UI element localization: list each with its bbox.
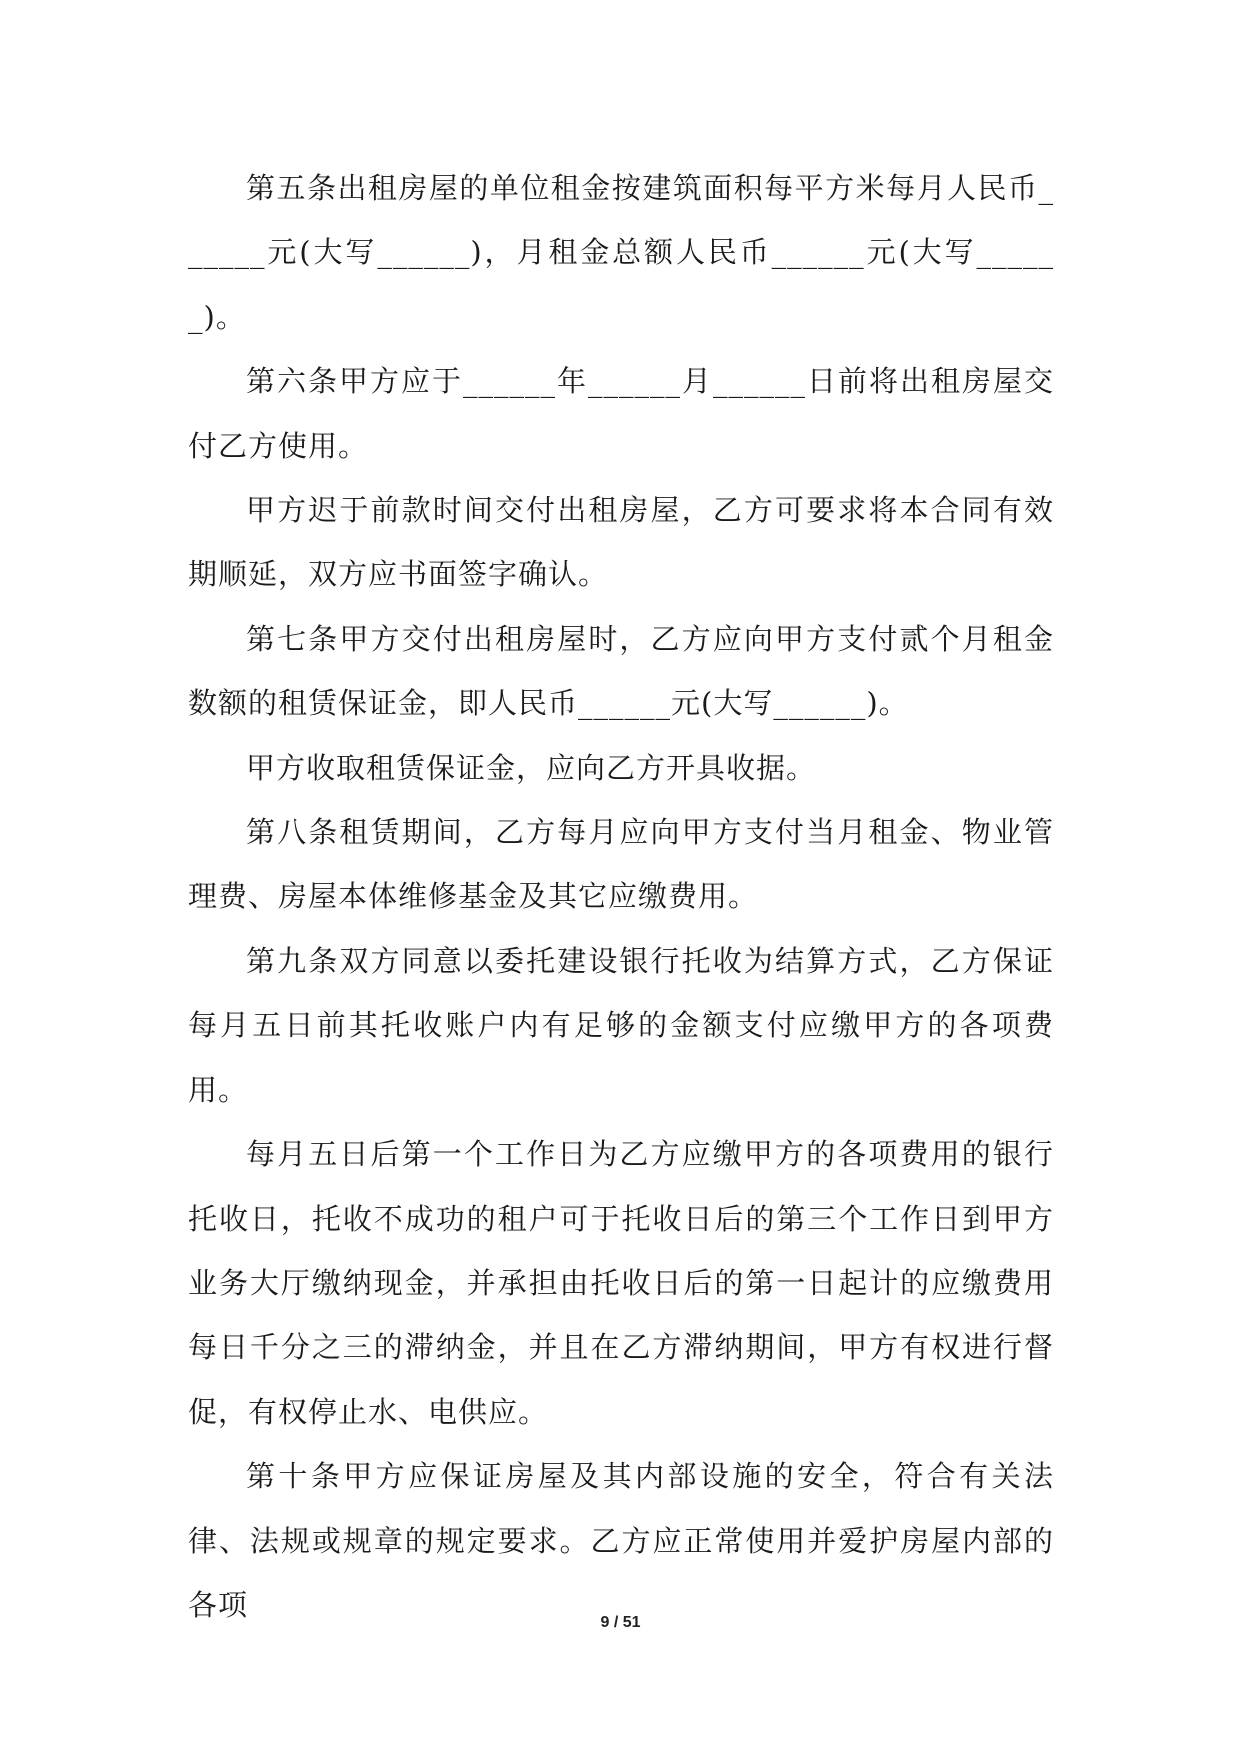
paragraph-article-7-deposit: 第七条甲方交付出租房屋时，乙方应向甲方支付贰个月租金数额的租赁保证金，即人民币______元(大写______)。	[188, 621, 1054, 721]
paragraph-article-10-safety: 第十条甲方应保证房屋及其内部设施的安全，符合有关法律、法规或规章的规定要求。乙方应正常使用并爱护房屋内部的各项	[188, 1459, 1054, 1622]
paragraph-late-delivery: 甲方迟于前款时间交付出租房屋，乙方可要求将本合同有效期顺延，双方应书面签字确认。	[188, 493, 1054, 592]
paragraph-collection-day: 每月五日后第一个工作日为乙方应缴甲方的各项费用的银行托收日，托收不成功的租户可于托收日后的第三个工作日到甲方业务大厅缴纳现金，并承担由托收日后的第一日起计的应缴费用每日千分之三的滞纳金，并且在乙方滞纳期间，甲方有权进行督促，有权停止水、电供应。	[188, 1137, 1054, 1429]
paragraph-article-5-rent: 第五条出租房屋的单位租金按建筑面积每平方米每月人民币______元(大写______)，月租金总额人民币______元(大写______)。	[188, 171, 1054, 334]
paragraph-article-9-settlement: 第九条双方同意以委托建设银行托收为结算方式，乙方保证每月五日前其托收账户内有足够的金额支付应缴甲方的各项费用。	[188, 943, 1054, 1107]
paragraph-article-6-delivery-date: 第六条甲方应于______年______月______日前将出租房屋交付乙方使用。	[188, 364, 1054, 463]
paragraph-article-8-monthly-fees: 第八条租赁期间，乙方每月应向甲方支付当月租金、物业管理费、房屋本体维修基金及其它应缴费用。	[188, 815, 1054, 914]
paragraph-deposit-receipt: 甲方收取租赁保证金，应向乙方开具收据。	[246, 750, 817, 785]
page-number: 9 / 51	[600, 1614, 641, 1631]
document-body	[188, 156, 1054, 1637]
